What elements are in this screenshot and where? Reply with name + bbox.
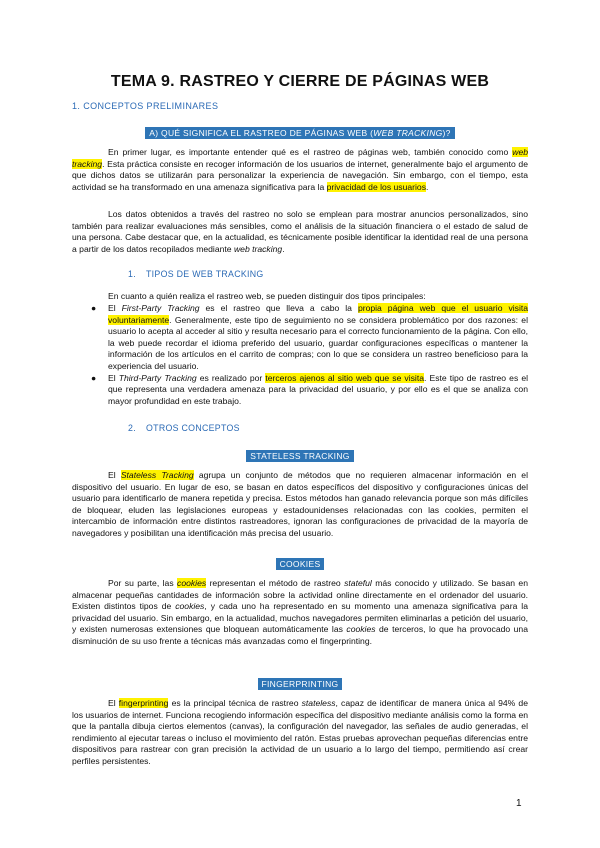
italic-third-party: Third-Party Tracking bbox=[118, 372, 197, 383]
page-number: 1 bbox=[516, 798, 522, 809]
paragraph-intro bbox=[72, 147, 528, 193]
heading-number: 1. bbox=[128, 269, 136, 279]
highlight-web-tracking: web tracking bbox=[72, 147, 528, 169]
subsection-suffix: )? bbox=[442, 128, 451, 138]
band-label: FINGERPRINTING bbox=[258, 678, 343, 690]
bullet-icon: ● bbox=[91, 303, 97, 313]
subsection-text: A) QUÉ SIGNIFICA EL RASTREO DE PÁGINAS WEB ( bbox=[149, 128, 374, 138]
subsection-italic: WEB TRACKING bbox=[373, 128, 443, 138]
text-run: El bbox=[108, 698, 119, 708]
subsection-band bbox=[145, 127, 454, 139]
text-run: . Esta práctica consiste en recoger información de los usuarios de internet, generalmente bajo el argumento de que dichos datos se utilizarán para personalizar la experiencia de navegación. Sin embargo, con el tiempo, esta actividad se ha transformado en una amenaza significativa para la bbox=[72, 158, 528, 192]
text-run: es el rastreo que lleva a cabo la bbox=[199, 303, 358, 313]
highlight-fingerprinting: fingerprinting bbox=[118, 698, 169, 708]
text-run: Por su parte, las bbox=[108, 578, 178, 588]
text-run: . bbox=[282, 243, 285, 254]
paragraph-stateless bbox=[72, 470, 528, 540]
italic-first-party: First-Party Tracking bbox=[121, 303, 200, 313]
italic-cookies: cookies bbox=[175, 601, 205, 612]
highlight-stateless-tracking: Stateless Tracking bbox=[120, 470, 194, 480]
italic-stateless: stateless bbox=[301, 698, 336, 708]
text-run: , y cada uno ha representado en su momento una amenaza significativa para la privacidad del usuario. Sin embargo, en la actualidad, muchos navegadores permiten eliminarlas a petición del usuario, y existen numerosas extensiones que bloquean automáticamente las bbox=[72, 601, 528, 635]
tracking-types-list bbox=[72, 303, 528, 407]
text-run: agrupa un conjunto de métodos que no requieren almacenar información en el dispositivo del usuario. En lugar de eso, se basan en datos específicos del dispositivo y configuraciones únicas del usuario para identificarlo de manera repetida y precisa. Estos métodos han ganado relevancia porque son más difíciles de bloquear, eluden las legislaciones europeas y estadounidenses relacionadas con las cookies, permiten el intercambio de información entre distintos rastreadores, ignoran las configuraciones de privacidad de la mayoría de navegadores y posibilitan una identificación más precisa del usuario. bbox=[72, 470, 528, 538]
paragraph-datos bbox=[72, 209, 528, 255]
text-run: es realizado por bbox=[196, 372, 266, 383]
text-run: . bbox=[426, 181, 429, 192]
section-heading-conceptos: 1. CONCEPTOS PRELIMINARES bbox=[72, 101, 219, 111]
highlight-propia-pagina: propia página web que el usuario visita voluntariamente bbox=[108, 303, 529, 325]
text-run: de terceros, lo que ha provocado una disminución de su uso frente a técnicas más avanzadas como el fingerprinting. bbox=[72, 624, 528, 646]
text-run: representan el método de rastreo bbox=[206, 578, 345, 588]
subsection-heading-a bbox=[0, 123, 600, 141]
heading-text: OTROS CONCEPTOS bbox=[146, 423, 240, 433]
band-label: COOKIES bbox=[276, 558, 325, 570]
band-heading-cookies bbox=[0, 554, 600, 572]
text-run: más conocido y utilizado. Se basan en almacenar pequeñas cantidades de información sobre la actividad online directamente en el ordenador del usuario. Existen distintos tipos de bbox=[72, 578, 528, 612]
paragraph-tipos-intro bbox=[72, 291, 528, 303]
text-run: En primer lugar, es importante entender qué es el rastreo de páginas web, también conocido como bbox=[108, 147, 513, 157]
text-run: , capaz de identificar de manera única al 94% de los usuarios de internet. Funciona recogiendo información específica del dispositivo mediante análisis como la forma en que la pantalla dibuja ciertos elementos (canvas), la configuración del navegador, las señales de audio generadas, el rendimiento al ejecutar tareas o incluso el movimiento del ratón. Estas pruebas aprovechan pequeñas diferencias entre dispositivos para rastrear con gran precisión la actividad de un usuario a lo largo del tiempo, permitiendo así crear perfiles persistentes. bbox=[72, 698, 528, 766]
highlight-privacidad: privacidad de los usuarios bbox=[326, 181, 426, 192]
italic-web-tracking: web tracking bbox=[233, 243, 283, 254]
heading-number: 2. bbox=[128, 423, 136, 433]
band-heading-stateless bbox=[0, 446, 600, 464]
text-run: . Generalmente, este tipo de seguimiento no se considera problemático por dos razones: el usuario lo acepta al acceder al sitio y resulta necesario para el correcto funcionamiento de la página. Con ello, la web puede recordar el idioma preferido del usuario, guardar configuraciones específicas o mantener la información de los artículos en el carrito de compras; con lo que se considera un rastreo beneficioso para la experiencia del usuario. bbox=[108, 314, 528, 371]
text-run: Los datos obtenidos a través del rastreo no solo se emplean para mostrar anuncios personalizados, sino también para realizar evaluaciones más sensibles, como el análisis de la situación financiera o el estado de salud de una persona. Cabe destacar que, en la actualidad, es técnicamente posible identificar la identidad real de una persona a partir de los datos recopilados mediante bbox=[72, 209, 528, 254]
italic-stateful: stateful bbox=[344, 578, 372, 588]
text-run: El bbox=[108, 303, 122, 313]
band-label: STATELESS TRACKING bbox=[246, 450, 353, 462]
italic-cookies: cookies bbox=[346, 624, 376, 635]
bullet-icon: ● bbox=[91, 372, 97, 383]
paragraph-cookies bbox=[72, 578, 528, 648]
band-heading-fingerprinting bbox=[0, 674, 600, 692]
list-item-first-party bbox=[72, 303, 528, 373]
highlight-terceros: terceros ajenos al sitio web que se visita bbox=[265, 372, 425, 383]
document-title: TEMA 9. RASTREO Y CIERRE DE PÁGINAS WEB bbox=[110, 73, 490, 90]
text-run: es la principal técnica de rastreo bbox=[168, 698, 302, 708]
text-run: . Este tipo de rastreo es el que representa una verdadera amenaza para la privacidad del usuario, y por ello es el que se analiza con mayor profundidad en este trabajo. bbox=[108, 372, 529, 406]
text-run: El bbox=[108, 372, 119, 383]
highlight-cookies: cookies bbox=[177, 578, 207, 588]
heading-otros-conceptos bbox=[128, 423, 240, 433]
heading-tipos-web-tracking bbox=[128, 269, 264, 279]
heading-text: TIPOS DE WEB TRACKING bbox=[146, 269, 264, 279]
text-run: En cuanto a quién realiza el rastreo web, se pueden distinguir dos tipos principales: bbox=[108, 291, 426, 301]
list-item-third-party bbox=[72, 373, 528, 408]
paragraph-fingerprinting bbox=[72, 698, 528, 768]
text-run: El bbox=[108, 470, 121, 480]
